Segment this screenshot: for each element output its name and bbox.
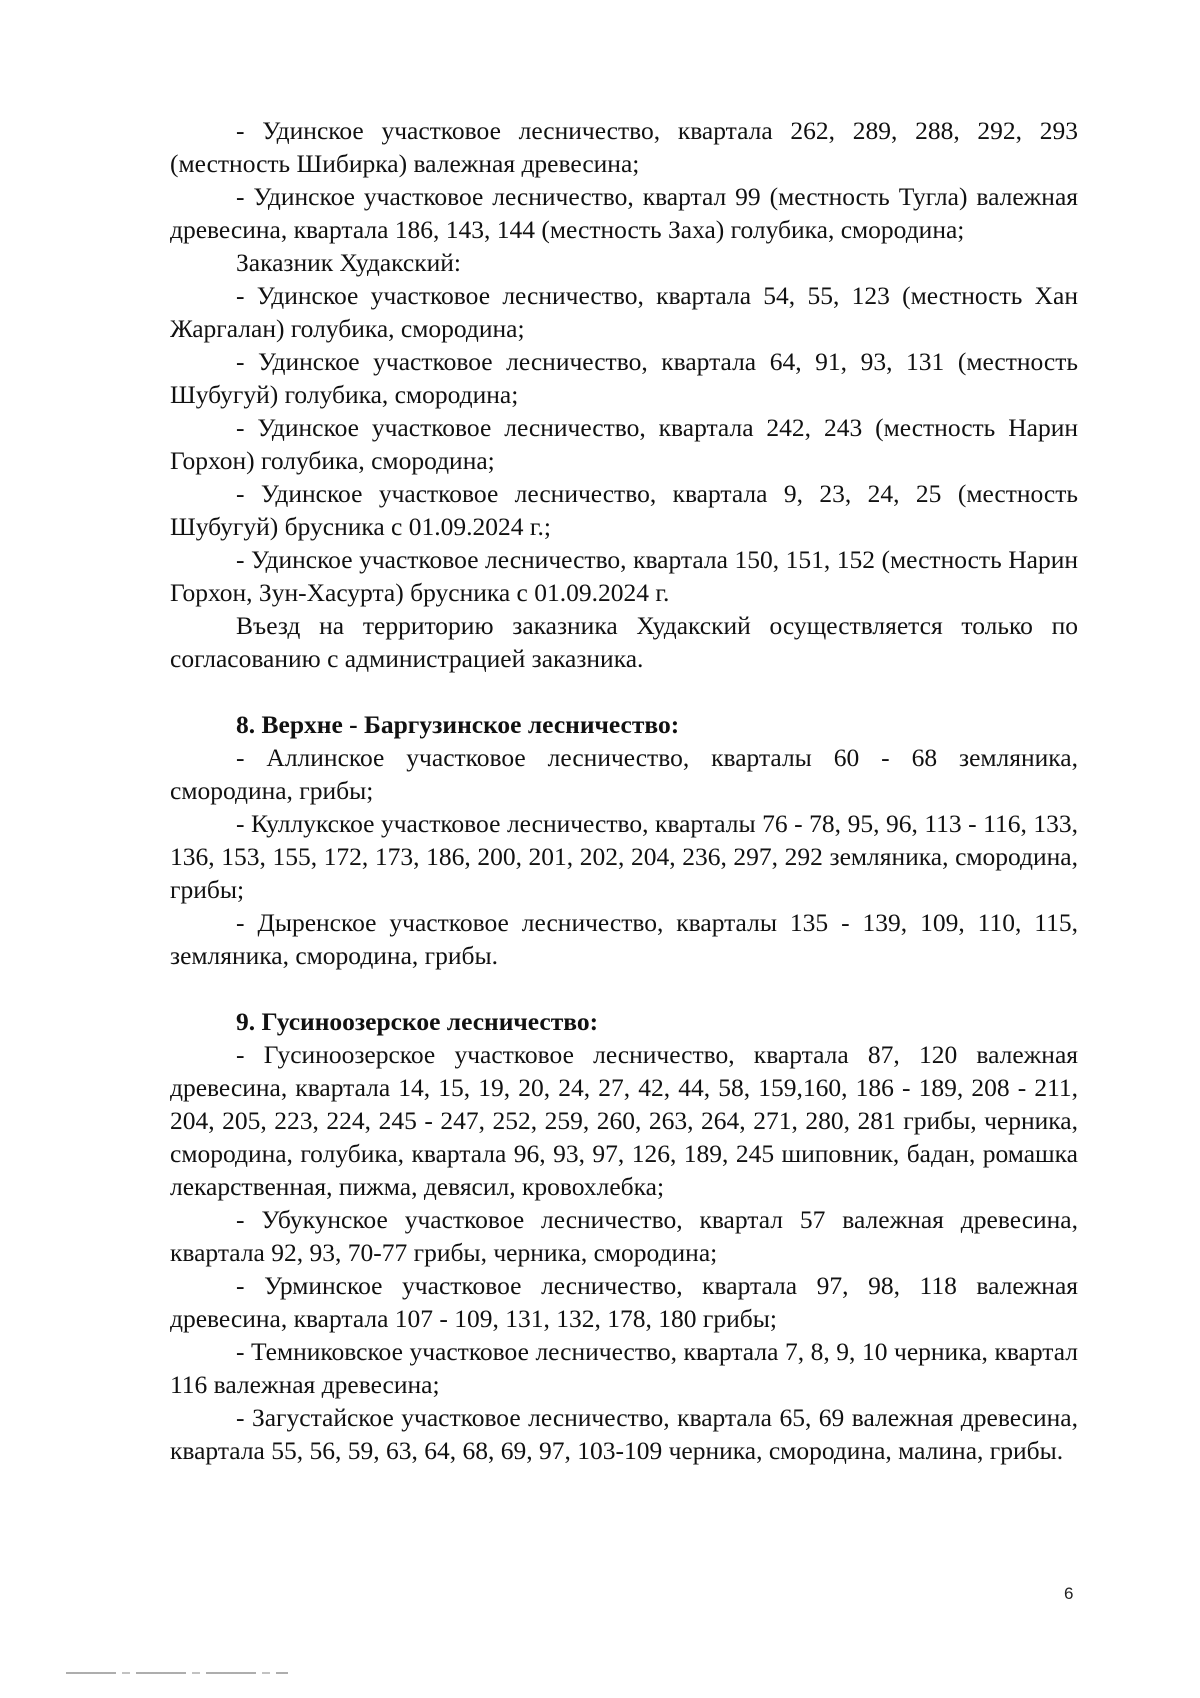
- paragraph-udinskoe-khan-zhargalan: - Удинское участковое лесничество, квартала 54, 55, 123 (местность Хан Жаргалан) голубика, смородина;: [170, 281, 1078, 343]
- section-9-item-gusinoozerskoe: - Гусиноозерское участковое лесничество, квартала 87, 120 валежная древесина, квартала 14, 15, 19, 20, 24, 27, 42, 44, 58, 159,160, 186 - 189, 208 - 211, 204, 205, 223, 224, 245 - 247, 252, 259, 260, 263, 264, 271, 280, 281 грибы, черника, смородина, голубика, квартала 96, 93, 97, 126, 189, 245 шиповник, бадан, ромашка лекарственная, пижма, девясил, кровохлебка;: [170, 1040, 1078, 1201]
- paragraph-udinskoe-narin-gorkhon: - Удинское участковое лесничество, квартала 242, 243 (местность Нарин Горхон) голубика, смородина;: [170, 413, 1078, 475]
- paragraph-udinskoe-shubuguy-2: - Удинское участковое лесничество, квартала 9, 23, 24, 25 (местность Шубугуй) брусника с 01.09.2024 г.;: [170, 479, 1078, 541]
- paragraph-udinskoe-zun-khasurta: - Удинское участковое лесничество, квартала 150, 151, 152 (местность Нарин Горхон, Зун-Хасурта) брусника с 01.09.2024 г.: [170, 545, 1078, 607]
- document-body: [170, 114, 1078, 1467]
- paragraph-zakaznik-title: Заказник Худакский:: [236, 248, 461, 277]
- section-gap: [170, 972, 1078, 1005]
- page-number: 6: [1064, 1584, 1074, 1603]
- section-8-item-allinskoe: - Аллинское участковое лесничество, кварталы 60 - 68 земляника, смородина, грибы;: [170, 743, 1078, 805]
- section-9-item-ubukunskoe: - Убукунское участковое лесничество, квартал 57 валежная древесина, квартала 92, 93, 70-77 грибы, черника, смородина;: [170, 1205, 1078, 1267]
- section-8-item-kullukskoe: - Куллукское участковое лесничество, кварталы 76 - 78, 95, 96, 113 - 116, 133, 136, 153, 155, 172, 173, 186, 200, 201, 202, 204, 236, 297, 292 земляника, смородина, грибы;: [170, 809, 1078, 904]
- paragraph-udinskoe-tugla: - Удинское участковое лесничество, квартал 99 (местность Тугла) валежная древесина, квартала 186, 143, 144 (местность Заха) голубика, смородина;: [170, 182, 1078, 244]
- section-9-item-zagustayskoe: - Загустайское участковое лесничество, квартала 65, 69 валежная древесина, квартала 55, 56, 59, 63, 64, 68, 69, 97, 103-109 черника, смородина, малина, грибы.: [170, 1403, 1078, 1465]
- section-8-heading: 8. Верхне - Баргузинское лесничество:: [236, 710, 680, 739]
- paragraph-udinskoe-shubuguy-1: - Удинское участковое лесничество, квартала 64, 91, 93, 131 (местность Шубугуй) голубика, смородина;: [170, 347, 1078, 409]
- paragraph-udinskoe-shibirka: - Удинское участковое лесничество, квартала 262, 289, 288, 292, 293 (местность Шибирка) валежная древесина;: [170, 116, 1078, 178]
- section-9-heading: 9. Гусиноозерское лесничество:: [236, 1007, 599, 1036]
- section-9-item-urminskoe: - Урминское участковое лесничество, квартала 97, 98, 118 валежная древесина, квартала 107 - 109, 131, 132, 178, 180 грибы;: [170, 1271, 1078, 1333]
- section-gap: [170, 675, 1078, 708]
- scan-artifact-line: [66, 1672, 288, 1674]
- section-8-item-dyrenskoe: - Дыренское участковое лесничество, кварталы 135 - 139, 109, 110, 115, земляника, смородина, грибы.: [170, 908, 1078, 970]
- section-9-item-temnikovskoe: - Темниковское участковое лесничество, квартала 7, 8, 9, 10 черника, квартал 116 валежная древесина;: [170, 1337, 1078, 1399]
- paragraph-entry-note: Въезд на территорию заказника Худакский осуществляется только по согласованию с администрацией заказника.: [170, 611, 1078, 673]
